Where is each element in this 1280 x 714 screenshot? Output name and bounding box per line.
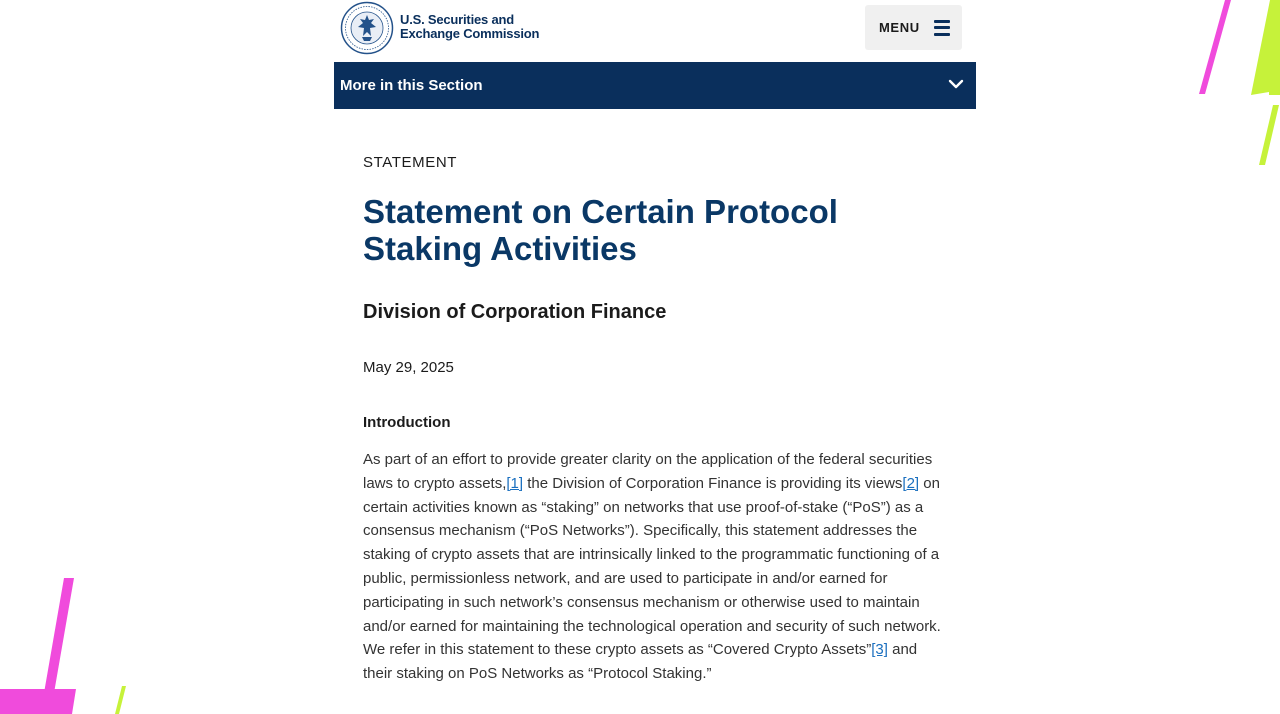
paragraph-text-2: the Division of Corporation Finance is providing its views (523, 474, 903, 492)
decorative-lime-stroke-bottom-left (110, 686, 130, 714)
menu-label: MENU (879, 20, 920, 35)
article-type-label: STATEMENT (363, 154, 458, 171)
decorative-magenta-stroke-bottom-left (0, 575, 80, 714)
hamburger-icon (934, 20, 950, 36)
decorative-magenta-stroke-top-right (1195, 0, 1235, 100)
introduction-heading: Introduction (363, 414, 451, 431)
decorative-lime-stroke-top-right (1245, 0, 1280, 170)
division-name: Division of Corporation Finance (363, 301, 667, 323)
chevron-down-icon (948, 78, 964, 90)
publish-date: May 29, 2025 (363, 359, 454, 376)
paragraph-text-3: on certain activities known as “staking” on networks that use proof-of-stake (“PoS”) as a consensus mechanism (“PoS Networks”). Specifically, this statement addresses the staking of crypto assets that are intrinsically linked to the programmatic functioning of a public, permissionless network, and are used to participate in and/or earned for participating in such network’s consensus mechanism or otherwise used to maintain and/or earned for maintaining the technological operation and security of such network. We refer in this statement to these crypto assets as “Covered Crypto Assets” (363, 474, 941, 659)
site-header (334, 0, 976, 60)
introduction-paragraph (363, 448, 943, 686)
paragraph-text-4: and their staking on PoS Networks as “Protocol Staking.” (363, 641, 918, 683)
more-in-section-dropdown[interactable] (334, 62, 976, 109)
paragraph-text-1: As part of an effort to provide greater clarity on the application of the federal securities laws to crypto assets, (363, 451, 933, 492)
menu-button[interactable] (865, 5, 962, 50)
sec-seal-icon[interactable] (340, 1, 394, 55)
agency-name-line2: Exchange Commission (400, 26, 540, 41)
page-title: Statement on Certain Protocol Staking Activities (363, 193, 838, 267)
sec-webpage (334, 0, 976, 714)
more-in-section-label: More in this Section (340, 77, 483, 94)
agency-name[interactable] (400, 13, 539, 41)
agency-name-line1: U.S. Securities and (400, 12, 514, 27)
footnote-link-3[interactable]: [3] (871, 641, 888, 659)
article (363, 152, 953, 686)
footnote-link-2[interactable]: [2] (902, 474, 920, 492)
footnote-link-1[interactable]: [1] (506, 474, 524, 492)
